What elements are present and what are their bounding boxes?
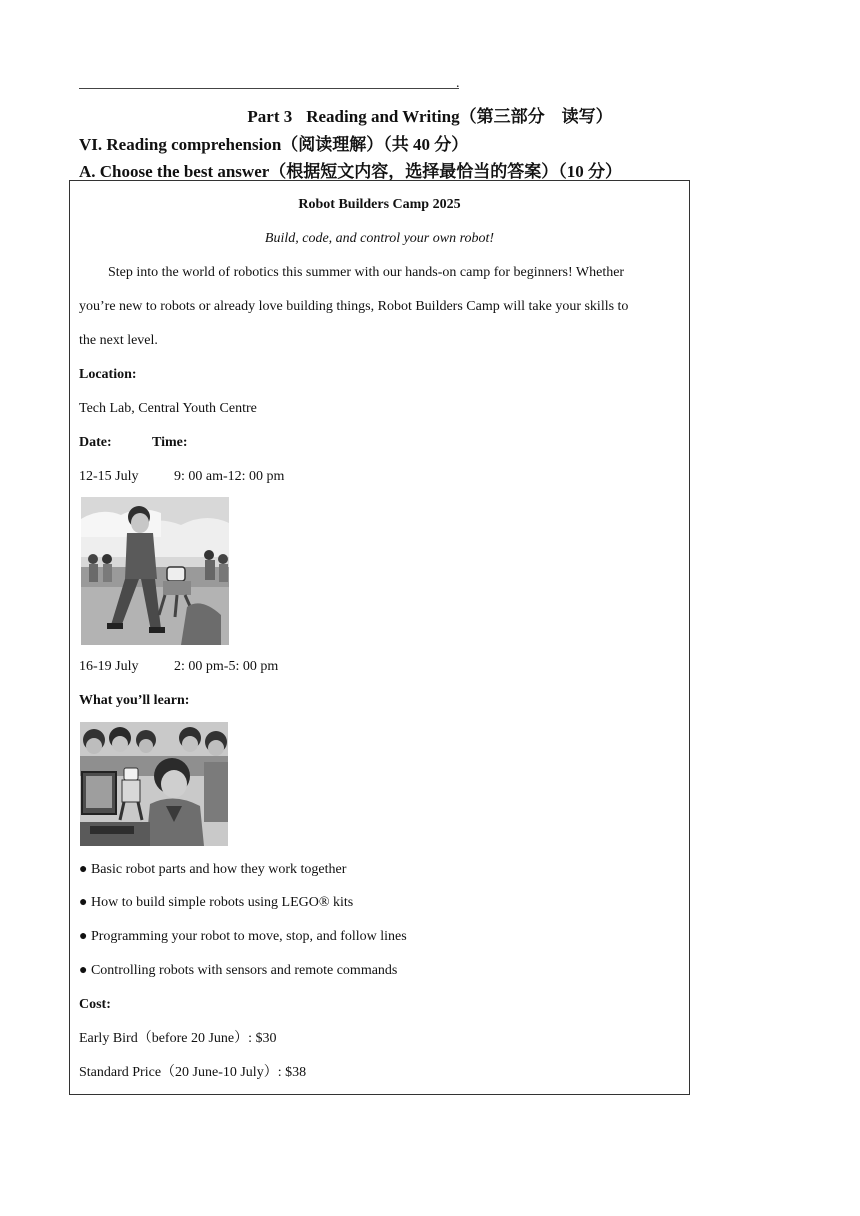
- subsection-heading: A. Choose the best answer（根据短文内容，选择最恰当的答案）（10 分）: [79, 162, 623, 181]
- intro-line-2: you’re new to robots or already love building things, Robot Builders Camp will take your skills to: [79, 299, 629, 314]
- cost-standard: Standard Price（20 June-10 July）: $38: [79, 1065, 307, 1080]
- date-label: Date:: [79, 435, 112, 450]
- bullet-icon: ●: [79, 862, 88, 877]
- robot-walking-photo: [81, 497, 229, 645]
- passage-tagline: Build, code, and control your own robot!: [264, 231, 495, 246]
- cost-label: Cost:: [79, 997, 111, 1012]
- section-heading: VI. Reading comprehension（阅读理解）（共 40 分）: [79, 135, 469, 154]
- learn-item-4: [79, 962, 397, 980]
- location-value: Tech Lab, Central Youth Centre: [79, 401, 257, 416]
- learn-item-text: Controlling robots with sensors and remote commands: [90, 963, 398, 978]
- blank-period: .: [456, 76, 460, 91]
- answer-blank-line: [79, 88, 459, 89]
- session-1-time: 9: 00 am-12: 00 pm: [174, 469, 285, 484]
- passage-box: [69, 180, 690, 1095]
- learn-item-2: [79, 894, 353, 912]
- learn-item-3: [79, 928, 407, 946]
- learn-item-text: Programming your robot to move, stop, and follow lines: [90, 929, 407, 944]
- part-number: Part 3: [247, 107, 293, 126]
- passage-title: Robot Builders Camp 2025: [298, 197, 461, 212]
- session-2-time: 2: 00 pm-5: 00 pm: [174, 659, 279, 674]
- part-title: Reading and Writing（第三部分 读写）: [306, 107, 613, 126]
- learn-item-1: [79, 861, 346, 879]
- intro-line-1: Step into the world of robotics this summer with our hands-on camp for beginners! Whether: [108, 265, 625, 280]
- learn-item-text: How to build simple robots using LEGO® kits: [90, 895, 354, 910]
- learn-item-text: Basic robot parts and how they work together: [90, 862, 347, 877]
- location-label: Location:: [79, 367, 137, 382]
- part-heading: [0, 102, 860, 127]
- cost-early-bird: Early Bird（before 20 June）: $30: [79, 1031, 277, 1046]
- bullet-icon: ●: [79, 929, 88, 944]
- students-computer-photo: [80, 722, 228, 846]
- bullet-icon: ●: [79, 895, 88, 910]
- learn-label: What you’ll learn:: [79, 693, 190, 708]
- session-1-date: 12-15 July: [79, 469, 139, 484]
- intro-line-3: the next level.: [79, 333, 158, 348]
- bullet-icon: ●: [79, 963, 88, 978]
- session-2-date: 16-19 July: [79, 659, 139, 674]
- time-label: Time:: [152, 435, 188, 450]
